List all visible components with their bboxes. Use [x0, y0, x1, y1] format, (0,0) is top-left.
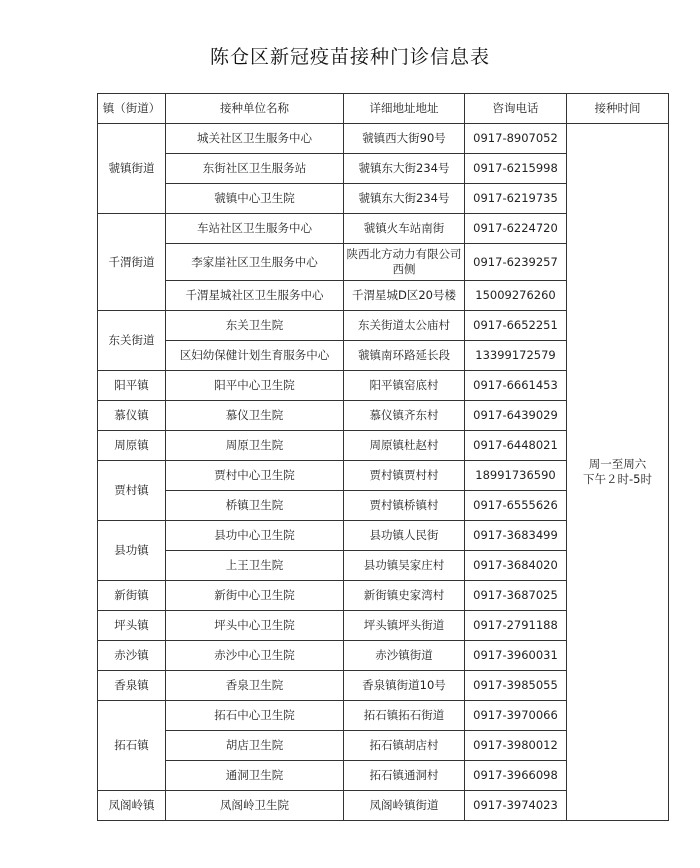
header-time: 接种时间 — [567, 94, 669, 124]
phone-cell: 0917-6652251 — [465, 311, 567, 341]
address-cell: 县功镇吴家庄村 — [344, 551, 465, 581]
phone-cell: 0917-2791188 — [465, 611, 567, 641]
unit-cell: 城关社区卫生服务中心 — [166, 124, 344, 154]
address-cell: 慕仪镇齐东村 — [344, 401, 465, 431]
phone-cell: 0917-3684020 — [465, 551, 567, 581]
phone-cell: 15009276260 — [465, 281, 567, 311]
address-cell: 周原镇杜赵村 — [344, 431, 465, 461]
phone-cell: 0917-6239257 — [465, 244, 567, 281]
address-cell: 陕西北方动力有限公司西侧 — [344, 244, 465, 281]
page-title: 陈仓区新冠疫苗接种门诊信息表 — [209, 46, 490, 68]
unit-cell: 周原卫生院 — [166, 431, 344, 461]
unit-cell: 赤沙中心卫生院 — [166, 641, 344, 671]
address-cell: 拓石镇拓石街道 — [344, 701, 465, 731]
town-cell: 县功镇 — [98, 521, 166, 581]
address-cell: 东关街道太公庙村 — [344, 311, 465, 341]
unit-cell: 上王卫生院 — [166, 551, 344, 581]
unit-cell: 阳平中心卫生院 — [166, 371, 344, 401]
town-cell: 赤沙镇 — [98, 641, 166, 671]
town-cell: 虢镇街道 — [98, 124, 166, 214]
unit-cell: 贾村中心卫生院 — [166, 461, 344, 491]
town-cell: 凤阁岭镇 — [98, 791, 166, 821]
phone-cell: 0917-6224720 — [465, 214, 567, 244]
phone-cell: 0917-3687025 — [465, 581, 567, 611]
unit-cell: 东关卫生院 — [166, 311, 344, 341]
unit-cell: 拓石中心卫生院 — [166, 701, 344, 731]
unit-cell: 李家崖社区卫生服务中心 — [166, 244, 344, 281]
phone-cell: 0917-3974023 — [465, 791, 567, 821]
phone-cell: 18991736590 — [465, 461, 567, 491]
address-cell: 虢镇东大街234号 — [344, 154, 465, 184]
address-cell: 拓石镇通洞村 — [344, 761, 465, 791]
phone-cell: 0917-3970066 — [465, 701, 567, 731]
phone-cell: 13399172579 — [465, 341, 567, 371]
town-cell: 周原镇 — [98, 431, 166, 461]
town-cell: 东关街道 — [98, 311, 166, 371]
unit-cell: 千渭星城社区卫生服务中心 — [166, 281, 344, 311]
header-address: 详细地址地址 — [344, 94, 465, 124]
phone-cell: 0917-3683499 — [465, 521, 567, 551]
phone-cell: 0917-3960031 — [465, 641, 567, 671]
town-cell: 坪头镇 — [98, 611, 166, 641]
phone-cell: 0917-6439029 — [465, 401, 567, 431]
address-cell: 贾村镇桥镇村 — [344, 491, 465, 521]
unit-cell: 胡店卫生院 — [166, 731, 344, 761]
unit-cell: 桥镇卫生院 — [166, 491, 344, 521]
phone-cell: 0917-6555626 — [465, 491, 567, 521]
unit-cell: 通洞卫生院 — [166, 761, 344, 791]
phone-cell: 0917-6219735 — [465, 184, 567, 214]
header-unit: 接种单位名称 — [166, 94, 344, 124]
address-cell: 阳平镇窑底村 — [344, 371, 465, 401]
town-cell: 千渭街道 — [98, 214, 166, 311]
unit-cell: 县功中心卫生院 — [166, 521, 344, 551]
address-cell: 县功镇人民街 — [344, 521, 465, 551]
unit-cell: 虢镇中心卫生院 — [166, 184, 344, 214]
address-cell: 虢镇东大街234号 — [344, 184, 465, 214]
unit-cell: 慕仪卫生院 — [166, 401, 344, 431]
town-cell: 贾村镇 — [98, 461, 166, 521]
schedule-cell — [567, 124, 669, 821]
unit-cell: 坪头中心卫生院 — [166, 611, 344, 641]
address-cell: 凤阁岭镇街道 — [344, 791, 465, 821]
address-cell: 虢镇火车站南街 — [344, 214, 465, 244]
phone-cell: 0917-6661453 — [465, 371, 567, 401]
header-town: 镇（街道） — [98, 94, 166, 124]
town-cell: 拓石镇 — [98, 701, 166, 791]
address-cell: 坪头镇坪头街道 — [344, 611, 465, 641]
address-cell: 虢镇西大街90号 — [344, 124, 465, 154]
schedule-days: 周一至周六 — [588, 457, 647, 471]
phone-cell: 0917-3980012 — [465, 731, 567, 761]
town-cell: 慕仪镇 — [98, 401, 166, 431]
phone-cell: 0917-6215998 — [465, 154, 567, 184]
table-body — [98, 124, 669, 821]
schedule-hours: 下午２时-5时 — [583, 472, 652, 486]
address-cell: 贾村镇贾村村 — [344, 461, 465, 491]
address-cell: 赤沙镇街道 — [344, 641, 465, 671]
address-cell: 香泉镇街道10号 — [344, 671, 465, 701]
town-cell: 香泉镇 — [98, 671, 166, 701]
phone-cell: 0917-3966098 — [465, 761, 567, 791]
table-row — [98, 124, 669, 154]
unit-cell: 区妇幼保健计划生育服务中心 — [166, 341, 344, 371]
header-phone: 咨询电话 — [465, 94, 567, 124]
unit-cell: 新街中心卫生院 — [166, 581, 344, 611]
unit-cell: 香泉卫生院 — [166, 671, 344, 701]
address-cell: 虢镇南环路延长段 — [344, 341, 465, 371]
phone-cell: 0917-6448021 — [465, 431, 567, 461]
unit-cell: 东街社区卫生服务站 — [166, 154, 344, 184]
unit-cell: 车站社区卫生服务中心 — [166, 214, 344, 244]
vaccination-clinic-table — [97, 93, 669, 821]
address-cell: 拓石镇胡店村 — [344, 731, 465, 761]
unit-cell: 凤阁岭卫生院 — [166, 791, 344, 821]
phone-cell: 0917-8907052 — [465, 124, 567, 154]
address-cell: 千渭星城D区20号楼 — [344, 281, 465, 311]
town-cell: 新街镇 — [98, 581, 166, 611]
address-cell: 新街镇史家湾村 — [344, 581, 465, 611]
table-header-row — [98, 94, 669, 124]
town-cell: 阳平镇 — [98, 371, 166, 401]
phone-cell: 0917-3985055 — [465, 671, 567, 701]
